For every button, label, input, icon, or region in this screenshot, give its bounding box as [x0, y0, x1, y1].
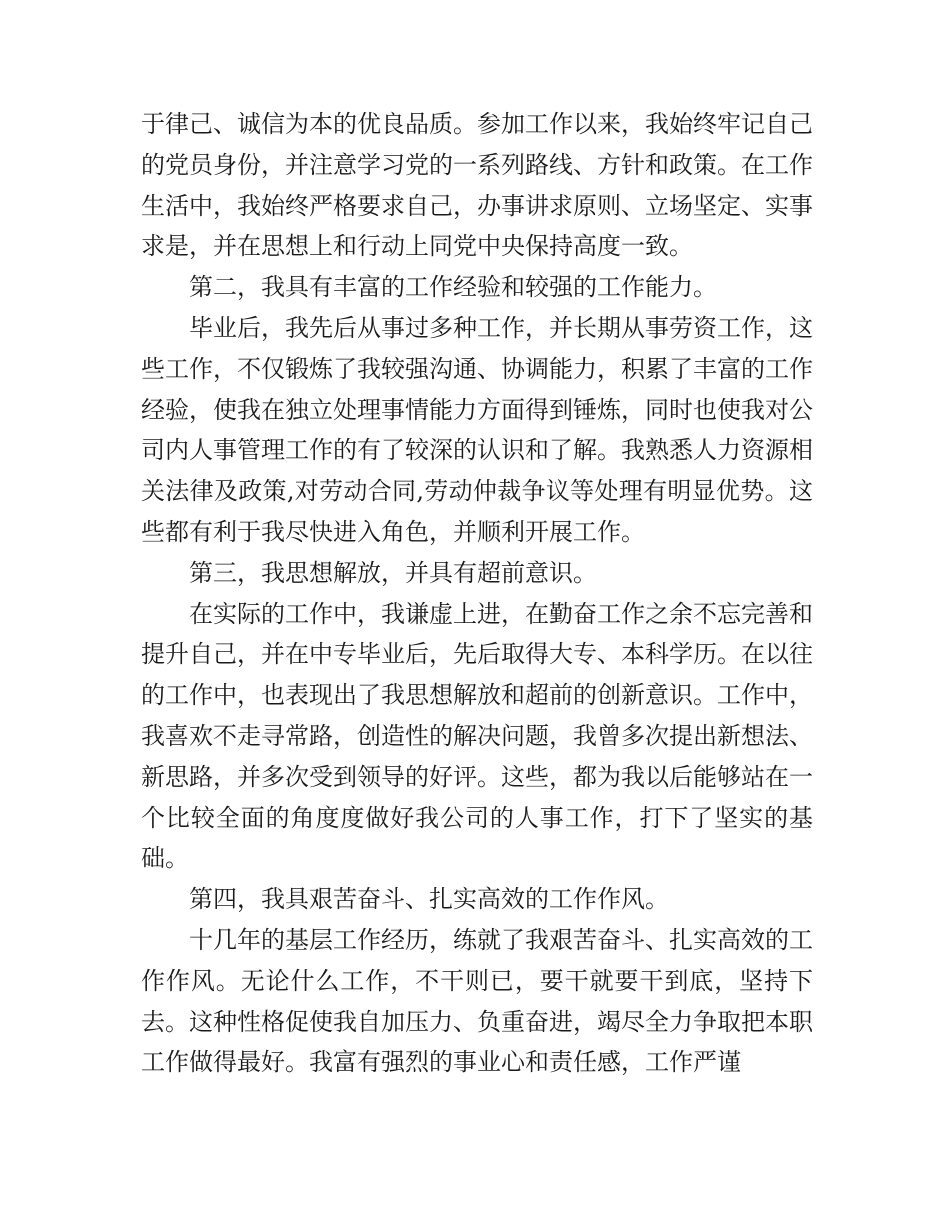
paragraph-1: 于律己、诚信为本的优良品质。参加工作以来，我始终牢记自己的党员身份，并注意学习党的一系列路线、方针和政策。在工作生活中，我始终严格要求自己，办事讲求原则、立场坚定、实事求是，并在思想上和行动上同党中央保持高度一致。 — [141, 110, 813, 261]
paragraph-5: 在实际的工作中，我谦虚上进，在勤奋工作之余不忘完善和提升自己，并在中专毕业后，先后取得大专、本科学历。在以往的工作中，也表现出了我思想解放和超前的创新意识。工作中，我喜欢不走寻常路，创造性的解决问题，我曾多次提出新想法、新思路，并多次受到领导的好评。这些，都为我以后能够站在一个比较全面的角度度做好我公司的人事工作，打下了坚实的基础。 — [141, 599, 813, 873]
paragraph-4-heading: 第三，我思想解放，并具有超前意识。 — [189, 558, 597, 587]
paragraph-7: 十几年的基层工作经历，练就了我艰苦奋斗、扎实高效的工作作风。无论什么工作，不干则已，要干就要干到底，坚持下去。这种性格促使我自加压力、负重奋进，竭尽全力争取把本职工作做得最好。我富有强烈的事业心和责任感，工作严谨 — [141, 925, 813, 1077]
document-body — [141, 104, 813, 1083]
paragraph-6-heading: 第四，我具艰苦奋斗、扎实高效的工作作风。 — [189, 885, 669, 914]
paragraph-3: 毕业后，我先后从事过多种工作，并长期从事劳资工作，这些工作，不仅锻炼了我较强沟通、协调能力，积累了丰富的工作经验，使我在独立处理事情能力方面得到锤炼，同时也使我对公司内人事管理工作的有了较深的认识和了解。我熟悉人力资源相关法律及政策,对劳动合同,劳动仲裁争议等处理有明显优势。这些都有利于我尽快进入角色，并顺利开展工作。 — [141, 313, 813, 546]
paragraph-2-heading: 第二，我具有丰富的工作经验和较强的工作能力。 — [189, 273, 717, 302]
